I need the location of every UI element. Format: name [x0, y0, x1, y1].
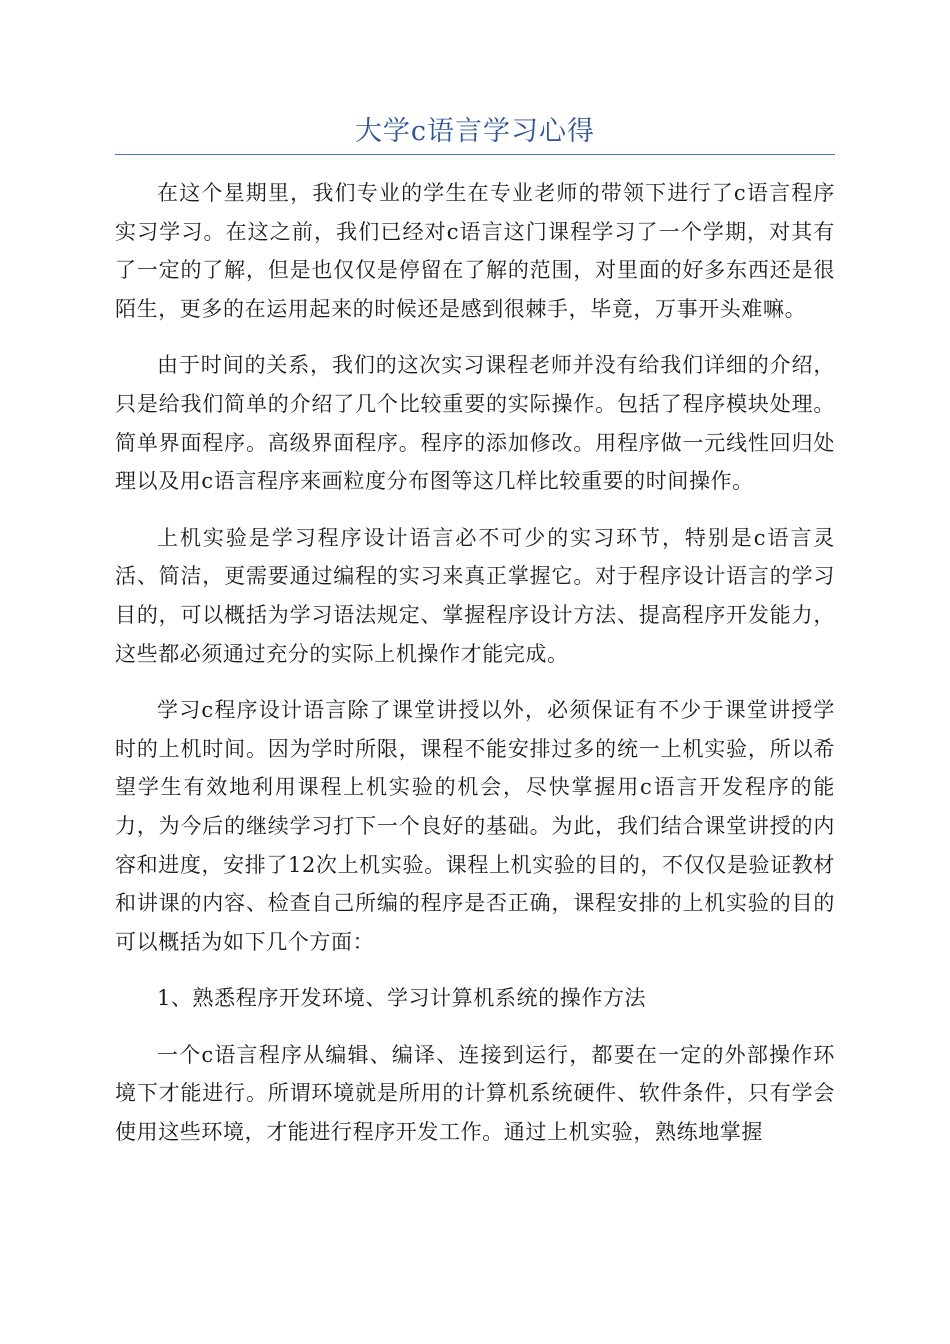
document-title: 大学c语言学习心得 — [354, 116, 596, 147]
paragraph-2: 由于时间的关系，我们的这次实习课程老师并没有给我们详细的介绍，只是给我们简单的介绍了几个比较重要的实际操作。包括了程序模块处理。简单界面程序。高级界面程序。程序的添加修改。用程序做一元线性回归处理以及用c语言程序来画粒度分布图等这几样比较重要的时间操作。 — [115, 353, 835, 494]
section-heading-1: 1、熟悉程序开发环境、学习计算机系统的操作方法 — [157, 986, 647, 1011]
paragraph-1: 在这个星期里，我们专业的学生在专业老师的带领下进行了c语言程序实习学习。在这之前，我们已经对c语言这门课程学习了一个学期，对其有了一定的了解，但是也仅仅是停留在了解的范围，对里面的好多东西还是很陌生，更多的在运用起来的时候还是感到很棘手，毕竟，万事开头难嘛。 — [115, 181, 835, 321]
paragraph-5: 一个c语言程序从编辑、编译、连接到运行，都要在一定的外部操作环境下才能进行。所谓环境就是所用的计算机系统硬件、软件条件，只有学会使用这些环境，才能进行程序开发工作。通过上机实验，熟练地掌握 — [115, 1042, 835, 1145]
title-underline — [115, 154, 835, 155]
paragraph-3: 上机实验是学习程序设计语言必不可少的实习环节，特别是c语言灵活、简洁，更需要通过编程的实习来真正掌握它。对于程序设计语言的学习目的，可以概括为学习语法规定、掌握程序设计方法、提高程序开发能力，这些都必须通过充分的实际上机操作才能完成。 — [115, 525, 835, 666]
paragraph-4: 学习c程序设计语言除了课堂讲授以外，必须保证有不少于课堂讲授学时的上机时间。因为学时所限，课程不能安排过多的统一上机实验，所以希望学生有效地利用课程上机实验的机会，尽快掌握用c语言开发程序的能力，为今后的继续学习打下一个良好的基础。为此，我们结合课堂讲授的内容和进度，安排了12次上机实验。课程上机实验的目的，不仅仅是验证教材和讲课的内容、检查自己所编的程序是否正确，课程安排的上机实验的目的可以概括为如下几个方面： — [115, 698, 835, 954]
document-body — [115, 174, 835, 1170]
